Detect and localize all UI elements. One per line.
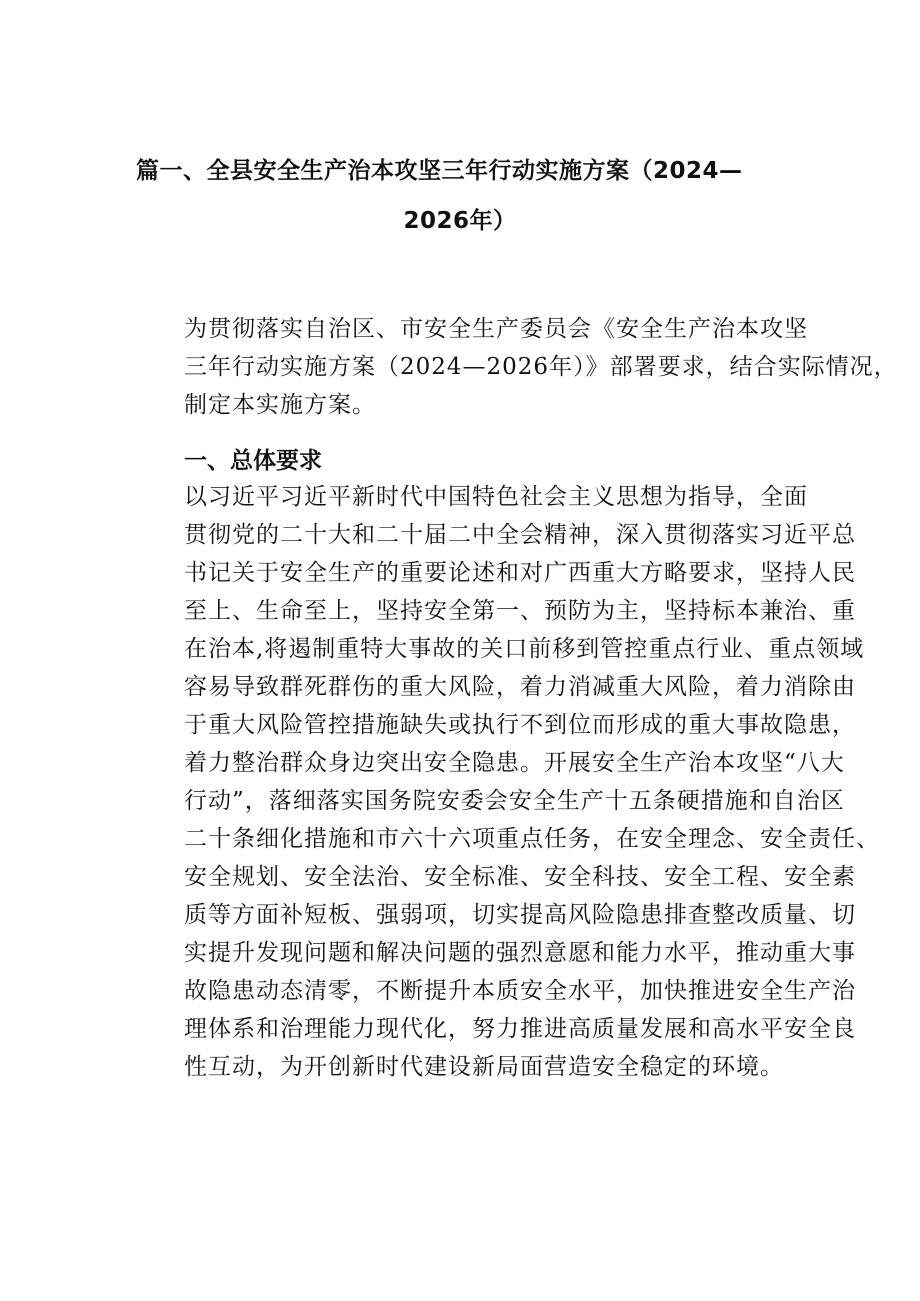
- paragraph-line: 故隐患动态清零，不断提升本质安全水平，加快推进安全生产治: [184, 978, 856, 1004]
- paragraph-line: 为贯彻落实自治区、市安全生产委员会《安全生产治本攻坚: [184, 316, 808, 342]
- paragraph-line: 贯彻党的二十大和二十届二中全会精神，深入贯彻落实习近平总: [184, 522, 856, 548]
- paragraph-line: 在治本,将遏制重特大事故的关口前移到管控重点行业、重点领域: [184, 636, 865, 662]
- paragraph-line: 三年行动实施方案（2024—2026年）》部署要求，结合实际情况，: [184, 354, 898, 380]
- paragraph-line: 理体系和治理能力现代化，努力推进高质量发展和高水平安全良: [184, 1016, 856, 1042]
- paragraph-line: 安全规划、安全法治、安全标准、安全科技、安全工程、安全素: [184, 864, 856, 890]
- paragraph-line: 着力整治群众身边突出安全隐患。开展安全生产治本攻坚“八大: [184, 750, 845, 776]
- paragraph-line: 实提升发现问题和解决问题的强烈意愿和能力水平，推动重大事: [184, 940, 856, 966]
- paragraph-line: 制定本实施方案。: [184, 392, 376, 418]
- paragraph-line: 容易导致群死群伤的重大风险，着力消减重大风险，着力消除由: [184, 674, 856, 700]
- paragraph-line: 书记关于安全生产的重要论述和对广西重大方略要求，坚持人民: [184, 560, 856, 586]
- paragraph-line: 以习近平习近平新时代中国特色社会主义思想为指导，全面: [184, 484, 808, 510]
- document-title-line-2: 2026年）: [403, 208, 517, 234]
- section-paragraph: [138, 478, 880, 1086]
- paragraph-line: 至上、生命至上，坚持安全第一、预防为主，坚持标本兼治、重: [184, 598, 856, 624]
- paragraph-line: 二十条细化措施和市六十六项重点任务，在安全理念、安全责任、: [184, 826, 880, 852]
- document-title-line-1: 篇一、全县安全生产治本攻坚三年行动实施方案（2024—: [136, 158, 743, 184]
- paragraph-line: 于重大风险管控措施缺失或执行不到位而形成的重大事故隐患，: [184, 712, 856, 738]
- paragraph-line: 质等方面补短板、强弱项，切实提高风险隐患排查整改质量、切: [184, 902, 856, 928]
- intro-paragraph: [138, 310, 898, 424]
- paragraph-line: 行动”，落细落实国务院安委会安全生产十五条硬措施和自治区: [184, 788, 845, 814]
- paragraph-line: 性互动，为开创新时代建设新局面营造安全稳定的环境。: [184, 1054, 784, 1080]
- section-heading: 一、总体要求: [184, 448, 322, 474]
